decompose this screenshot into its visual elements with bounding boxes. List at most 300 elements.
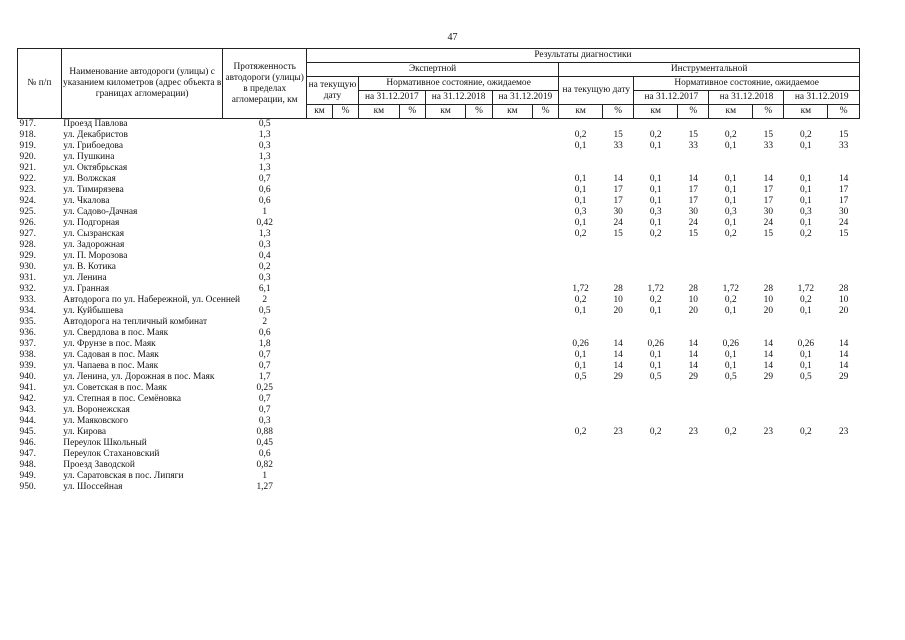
instr-km-cell — [709, 449, 753, 460]
expert-cell — [425, 372, 466, 383]
instr-km-cell — [784, 328, 828, 339]
road-length: 0,3 — [258, 416, 271, 426]
expert-cell — [306, 350, 332, 361]
row-number: 938. — [19, 350, 36, 360]
header-expert-2018: на 31.12.2018 — [425, 91, 492, 105]
expert-cell — [306, 372, 332, 383]
expert-cell — [492, 284, 533, 295]
instr-pct-cell — [603, 438, 634, 449]
expert-cell — [332, 361, 358, 372]
expert-cell — [466, 218, 492, 229]
expert-cell — [332, 350, 358, 361]
instr-pct-cell — [753, 416, 784, 427]
unit-km: км — [306, 105, 332, 119]
expert-cell — [466, 152, 492, 163]
instr-pct-cell — [828, 383, 860, 394]
header-results: Результаты диагностики — [306, 49, 859, 63]
expert-cell — [466, 119, 492, 131]
expert-cell — [533, 306, 559, 317]
expert-cell — [399, 460, 425, 471]
instr-pct-cell: 20 — [838, 306, 849, 316]
instr-pct-cell: 14 — [688, 361, 698, 371]
expert-cell — [332, 449, 358, 460]
instr-pct-cell — [828, 163, 860, 174]
expert-cell — [492, 185, 533, 196]
instr-pct-cell — [828, 405, 860, 416]
instr-pct-cell — [753, 240, 784, 251]
instr-km-cell — [784, 482, 828, 493]
instr-km-cell — [784, 240, 828, 251]
instr-pct-cell: 23 — [688, 427, 698, 437]
instr-pct-cell: 14 — [763, 350, 774, 360]
expert-cell — [425, 394, 466, 405]
instr-km-cell — [634, 240, 678, 251]
instr-pct-cell: 29 — [613, 372, 623, 382]
instr-pct-cell — [753, 262, 784, 273]
road-length: 2 — [262, 317, 268, 327]
instr-pct-cell — [753, 317, 784, 328]
header-expert-normative: Нормативное состояние, ожидаемое — [359, 77, 559, 91]
instr-pct-cell: 23 — [838, 427, 849, 437]
table-row — [18, 284, 860, 295]
table-row — [18, 460, 860, 471]
road-name: ул. Ленина — [63, 273, 107, 283]
table-row — [18, 295, 860, 306]
expert-cell — [359, 394, 400, 405]
instr-pct-cell: 17 — [838, 185, 849, 195]
instr-km-cell — [634, 262, 678, 273]
road-length: 1,3 — [258, 163, 271, 173]
road-name: ул. В. Котика — [63, 262, 116, 272]
instr-pct-cell — [678, 328, 709, 339]
expert-cell — [533, 427, 559, 438]
instr-km-cell — [634, 482, 678, 493]
instr-pct-cell — [678, 405, 709, 416]
table-row — [18, 185, 860, 196]
instr-km-cell: 0,1 — [574, 350, 587, 360]
instr-km-cell: 0,5 — [574, 372, 587, 382]
instr-pct-cell: 10 — [838, 295, 849, 305]
expert-cell — [359, 130, 400, 141]
instr-km-cell — [634, 460, 678, 471]
instr-pct-cell — [603, 262, 634, 273]
row-number: 925. — [19, 207, 36, 217]
expert-cell — [359, 328, 400, 339]
instr-km-cell — [709, 383, 753, 394]
instr-pct-cell — [678, 273, 709, 284]
unit-pct: % — [678, 105, 709, 119]
instr-pct-cell: 28 — [688, 284, 698, 294]
expert-cell — [425, 350, 466, 361]
expert-cell — [359, 427, 400, 438]
instr-pct-cell: 24 — [688, 218, 698, 228]
expert-cell — [533, 284, 559, 295]
table-row — [18, 449, 860, 460]
expert-cell — [399, 350, 425, 361]
instr-pct-cell: 14 — [763, 339, 774, 349]
expert-cell — [306, 218, 332, 229]
expert-cell — [492, 394, 533, 405]
unit-pct: % — [753, 105, 784, 119]
expert-cell — [466, 372, 492, 383]
instr-km-cell: 0,2 — [649, 229, 662, 239]
expert-cell — [533, 438, 559, 449]
expert-cell — [359, 438, 400, 449]
expert-cell — [306, 284, 332, 295]
expert-cell — [492, 130, 533, 141]
expert-cell — [466, 196, 492, 207]
road-name: ул. Куйбышева — [63, 306, 124, 316]
expert-cell — [533, 416, 559, 427]
road-length: 0,25 — [256, 383, 273, 393]
expert-cell — [425, 207, 466, 218]
instr-pct-cell: 14 — [763, 174, 774, 184]
expert-cell — [425, 482, 466, 493]
table-row — [18, 152, 860, 163]
instr-km-cell: 0,2 — [800, 229, 812, 239]
expert-cell — [533, 394, 559, 405]
expert-cell — [359, 471, 400, 482]
expert-cell — [306, 119, 332, 131]
row-number: 948. — [19, 460, 36, 470]
expert-cell — [399, 394, 425, 405]
instr-km-cell: 1,72 — [647, 284, 664, 294]
unit-km: км — [634, 105, 678, 119]
expert-cell — [466, 262, 492, 273]
expert-cell — [332, 284, 358, 295]
row-number: 926. — [19, 218, 36, 228]
instr-pct-cell — [678, 416, 709, 427]
expert-cell — [306, 416, 332, 427]
expert-cell — [332, 207, 358, 218]
expert-cell — [466, 207, 492, 218]
instr-pct-cell — [678, 317, 709, 328]
row-number: 939. — [19, 361, 36, 371]
instr-pct-cell — [753, 449, 784, 460]
instr-pct-cell: 14 — [838, 174, 849, 184]
expert-cell — [425, 196, 466, 207]
expert-cell — [359, 262, 400, 273]
expert-cell — [466, 361, 492, 372]
road-name: Автодорога по ул. Набережной, ул. Осенней — [63, 295, 241, 305]
expert-cell — [359, 284, 400, 295]
expert-cell — [359, 460, 400, 471]
expert-cell — [332, 152, 358, 163]
instr-pct-cell: 30 — [763, 207, 774, 217]
expert-cell — [425, 130, 466, 141]
instr-km-cell — [559, 328, 603, 339]
instr-km-cell: 0,5 — [649, 372, 662, 382]
instr-km-cell — [709, 438, 753, 449]
expert-cell — [533, 185, 559, 196]
instr-km-cell — [559, 383, 603, 394]
instr-pct-cell: 17 — [613, 185, 623, 195]
road-length: 1,27 — [256, 482, 273, 492]
instr-pct-cell — [753, 394, 784, 405]
road-name: Проезд Павлова — [63, 119, 128, 129]
expert-cell — [533, 460, 559, 471]
expert-cell — [466, 449, 492, 460]
expert-cell — [306, 251, 332, 262]
unit-pct: % — [603, 105, 634, 119]
expert-cell — [466, 229, 492, 240]
instr-pct-cell — [753, 460, 784, 471]
expert-cell — [492, 262, 533, 273]
instr-km-cell — [559, 460, 603, 471]
instr-km-cell — [784, 471, 828, 482]
expert-cell — [332, 460, 358, 471]
expert-cell — [466, 471, 492, 482]
instr-pct-cell: 33 — [763, 141, 774, 151]
instr-pct-cell: 17 — [688, 185, 698, 195]
instr-pct-cell — [753, 405, 784, 416]
header-name: Наименование автодороги (улицы) с указанием километров (адрес объекта в границах агломерации) — [61, 49, 223, 119]
road-name: Проезд Заводской — [63, 460, 135, 470]
road-name: ул. Кирова — [63, 427, 107, 437]
expert-cell — [492, 207, 533, 218]
instr-pct-cell — [678, 163, 709, 174]
expert-cell — [425, 240, 466, 251]
expert-cell — [306, 262, 332, 273]
instr-km-cell — [559, 317, 603, 328]
expert-cell — [306, 152, 332, 163]
instr-pct-cell: 28 — [763, 284, 774, 294]
instr-km-cell — [634, 405, 678, 416]
row-number: 942. — [19, 394, 36, 404]
instr-km-cell — [784, 394, 828, 405]
instr-km-cell: 0,1 — [574, 185, 587, 195]
table-row — [18, 317, 860, 328]
instr-km-cell — [709, 262, 753, 273]
expert-cell — [399, 152, 425, 163]
expert-cell — [533, 152, 559, 163]
expert-cell — [399, 251, 425, 262]
expert-cell — [332, 328, 358, 339]
instr-pct-cell — [678, 152, 709, 163]
instr-pct-cell — [678, 383, 709, 394]
expert-cell — [359, 218, 400, 229]
expert-cell — [492, 361, 533, 372]
expert-cell — [399, 284, 425, 295]
instr-pct-cell: 15 — [763, 229, 774, 239]
instr-km-cell: 0,1 — [800, 141, 812, 151]
instr-pct-cell: 15 — [763, 130, 774, 140]
instr-pct-cell — [828, 438, 860, 449]
instr-pct-cell — [678, 449, 709, 460]
row-number: 928. — [19, 240, 36, 250]
instr-km-cell: 0,3 — [724, 207, 737, 217]
expert-cell — [359, 229, 400, 240]
road-length: 0,82 — [256, 460, 273, 470]
unit-km: км — [492, 105, 533, 119]
instr-pct-cell — [603, 394, 634, 405]
expert-cell — [359, 240, 400, 251]
expert-cell — [492, 438, 533, 449]
expert-cell — [306, 471, 332, 482]
instr-km-cell — [559, 405, 603, 416]
road-name: ул. Октябрьская — [63, 163, 128, 173]
expert-cell — [466, 174, 492, 185]
expert-cell — [492, 174, 533, 185]
row-number: 919. — [19, 141, 36, 151]
expert-cell — [359, 295, 400, 306]
row-number: 922. — [19, 174, 36, 184]
table-body — [18, 119, 860, 494]
expert-cell — [399, 174, 425, 185]
expert-cell — [359, 141, 400, 152]
expert-cell — [359, 339, 400, 350]
expert-cell — [399, 240, 425, 251]
instr-km-cell: 0,2 — [574, 427, 587, 437]
expert-cell — [359, 163, 400, 174]
unit-pct: % — [399, 105, 425, 119]
instr-km-cell: 0,2 — [800, 427, 812, 437]
instr-km-cell — [784, 438, 828, 449]
expert-cell — [399, 262, 425, 273]
road-length: 0,88 — [256, 427, 273, 437]
instr-pct-cell: 10 — [688, 295, 698, 305]
instr-pct-cell — [678, 119, 709, 131]
header-instrumental: Инструментальной — [559, 63, 860, 77]
table-row — [18, 416, 860, 427]
expert-cell — [399, 306, 425, 317]
instr-pct-cell: 15 — [688, 130, 698, 140]
road-name: ул. Степная в пос. Семёновка — [63, 394, 182, 404]
instr-km-cell — [709, 460, 753, 471]
road-length: 1 — [262, 207, 268, 217]
instr-km-cell: 0,2 — [800, 295, 812, 305]
instr-pct-cell — [828, 119, 860, 131]
instr-pct-cell: 14 — [838, 339, 849, 349]
table-row — [18, 306, 860, 317]
table-row — [18, 163, 860, 174]
instr-pct-cell — [828, 449, 860, 460]
expert-cell — [332, 383, 358, 394]
expert-cell — [466, 295, 492, 306]
unit-km: км — [425, 105, 466, 119]
expert-cell — [466, 460, 492, 471]
road-length: 0,6 — [258, 185, 271, 195]
expert-cell — [492, 350, 533, 361]
table-row — [18, 328, 860, 339]
expert-cell — [332, 174, 358, 185]
expert-cell — [533, 295, 559, 306]
road-length: 0,5 — [258, 306, 271, 316]
expert-cell — [466, 251, 492, 262]
instr-km-cell — [559, 262, 603, 273]
row-number: 927. — [19, 229, 36, 239]
road-length: 2 — [262, 295, 268, 305]
expert-cell — [359, 306, 400, 317]
instr-km-cell — [784, 262, 828, 273]
instr-pct-cell: 17 — [763, 196, 774, 206]
expert-cell — [533, 361, 559, 372]
instr-pct-cell: 33 — [838, 141, 849, 151]
instr-km-cell — [559, 251, 603, 262]
instr-km-cell: 0,1 — [649, 350, 662, 360]
expert-cell — [533, 218, 559, 229]
instr-pct-cell — [828, 273, 860, 284]
expert-cell — [492, 482, 533, 493]
expert-cell — [492, 416, 533, 427]
instr-pct-cell: 24 — [613, 218, 623, 228]
road-name: ул. Шоссейная — [63, 482, 123, 492]
road-length: 1,3 — [258, 229, 271, 239]
expert-cell — [359, 350, 400, 361]
instr-km-cell: 0,1 — [724, 306, 737, 316]
expert-cell — [306, 383, 332, 394]
expert-cell — [332, 163, 358, 174]
expert-cell — [306, 482, 332, 493]
expert-cell — [492, 218, 533, 229]
instr-km-cell — [634, 163, 678, 174]
unit-pct: % — [466, 105, 492, 119]
header-expert: Экспертной — [306, 63, 558, 77]
expert-cell — [492, 119, 533, 131]
expert-cell — [399, 361, 425, 372]
expert-cell — [492, 449, 533, 460]
instr-pct-cell: 30 — [688, 207, 698, 217]
expert-cell — [306, 185, 332, 196]
unit-km: км — [359, 105, 400, 119]
expert-cell — [466, 416, 492, 427]
expert-cell — [306, 163, 332, 174]
instr-pct-cell: 30 — [838, 207, 849, 217]
instr-km-cell — [709, 152, 753, 163]
header-instr-2017: на 31.12.2017 — [634, 91, 709, 105]
row-number: 920. — [19, 152, 36, 162]
expert-cell — [332, 438, 358, 449]
row-number: 931. — [19, 273, 36, 283]
instr-km-cell — [709, 273, 753, 284]
instr-pct-cell — [678, 394, 709, 405]
expert-cell — [332, 427, 358, 438]
instr-km-cell: 0,1 — [649, 185, 662, 195]
expert-cell — [332, 339, 358, 350]
row-number: 949. — [19, 471, 36, 481]
expert-cell — [425, 383, 466, 394]
instr-km-cell: 1,72 — [572, 284, 589, 294]
expert-cell — [399, 317, 425, 328]
instr-km-cell: 0,1 — [574, 174, 587, 184]
expert-cell — [425, 273, 466, 284]
instr-km-cell — [559, 163, 603, 174]
expert-cell — [399, 449, 425, 460]
expert-cell — [425, 262, 466, 273]
expert-cell — [332, 262, 358, 273]
instr-km-cell: 0,1 — [800, 196, 812, 206]
road-length: 1,3 — [258, 130, 271, 140]
instr-pct-cell: 14 — [688, 350, 698, 360]
expert-cell — [332, 273, 358, 284]
expert-cell — [492, 383, 533, 394]
instr-pct-cell: 14 — [613, 339, 623, 349]
road-name: ул. Чапаева в пос. Маяк — [63, 361, 159, 371]
expert-cell — [399, 328, 425, 339]
expert-cell — [359, 405, 400, 416]
expert-cell — [332, 141, 358, 152]
expert-cell — [492, 471, 533, 482]
road-length: 0,6 — [258, 328, 271, 338]
road-name: ул. Саратовская в пос. Липяги — [63, 471, 184, 481]
row-number: 937. — [19, 339, 36, 349]
instr-km-cell — [634, 416, 678, 427]
expert-cell — [425, 251, 466, 262]
expert-cell — [533, 163, 559, 174]
expert-cell — [332, 240, 358, 251]
road-name: ул. Декабристов — [63, 130, 128, 140]
instr-km-cell — [784, 416, 828, 427]
